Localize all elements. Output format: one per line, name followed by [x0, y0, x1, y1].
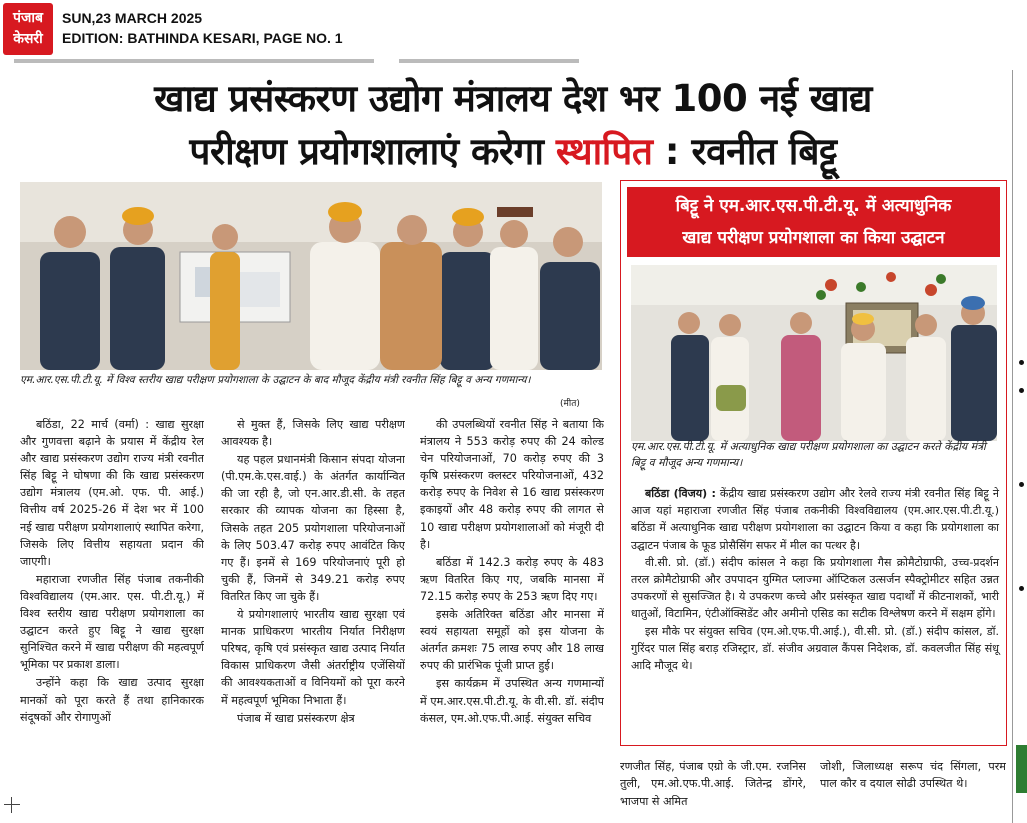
masthead [0, 0, 1027, 60]
paragraph: यह पहल प्रधानमंत्री किसान संपदा योजना (पी.एम.के.एस.वाई.) के अंतर्गत कार्यान्वित की जा रही है, जो एन.आर.डी.सी. के तहत सरकार की व्यापक योजना का हिस्सा है, जिसके तहत 205 प्रयोगशाला परियोजनाओं के लिए 503.47 करोड़ रुपए आवंटित किए गए हैं। इनमें से 169 परियोजनाएं पूरी हो चुकी हैं, जिनमें से 349.21 करोड़ रुपए वितरित किए जा चुके हैं। [221, 453, 405, 603]
lab-photo-illustration [631, 265, 997, 441]
adjacent-column-strip [1012, 70, 1027, 823]
headline-line1: खाद्य प्रसंस्करण उद्योग मंत्रालय देश भर 100 नई खाद्य [154, 77, 872, 120]
lab-inauguration-photo [631, 265, 997, 441]
inauguration-photo [20, 182, 602, 370]
side-paragraph-1-text: केंद्रीय खाद्य प्रसंस्करण उद्योग और रेलवे राज्य मंत्री रवनीत सिंह बिट्टू ने आज यहां महाराजा रणजीत सिंह पंजाब तकनीकी विश्वविद्यालय (एम.आर.एस.पी.टी.यू.) बठिंडा में अत्याधुनिक खाद्य परीक्षण प्रयोगशाला का उद्घाटन किया व कहा कि प्रयोगशाला का उद्घाटन पंजाब के फूड प्रोसैसिंग सफर में मील का पत्थर है। [631, 487, 999, 552]
paragraph: से मुक्त हैं, जिसके लिए खाद्य परीक्षण आवश्यक है। [221, 418, 405, 449]
newspaper-logo [3, 3, 53, 55]
story-column-2 [221, 416, 405, 816]
bullet-icon [1019, 482, 1024, 487]
side-dateline: बठिंडा (विजय) : [645, 487, 716, 500]
crop-mark-icon [4, 797, 20, 813]
bullet-icon [1019, 586, 1024, 591]
paragraph: की उपलब्धियों रवनीत सिंह ने बताया कि मंत्रालय ने 553 करोड़ रुपए की 24 कोल्ड चेन परियोजनाओं, 70 करोड़ रुपए की 3 कृषि प्रसंस्करण क्लस्टर परियोजनाओं, 432 करोड़ रुपए के निवेश से 16 खाद्य प्रसंस्करण इकाइयों और 48 करोड़ रुपए की लागत से 10 खाद्य परीक्षण प्रयोगशालाओं को मंजूरी दी है। [420, 418, 604, 551]
bullet-icon [1019, 388, 1024, 393]
side-story-box [620, 180, 1007, 746]
continuation-left: रणजीत सिंह, पंजाब एग्रो के जी.एम. रजनिस तुली, एम.ओ.एफ.पी.आई. जितेन्द्र डोंगरे, भाजपा से अमित [620, 760, 806, 808]
green-block [1016, 745, 1027, 793]
side-paragraph-1 [631, 485, 999, 554]
side-paragraph-2: वी.सी. प्रो. (डॉ.) संदीप कांसल ने कहा कि प्रयोगशाला गैस क्रोमैटोग्राफी, उच्च-प्रदर्शन तरल क्रोमैटोग्राफी और उपपादन युग्मित प्लाज्मा ऑप्टिकल उत्सर्जन स्पैक्ट्रोमीटर सहित उन्नत उपकरणों से सुसज्जित है। ये उपकरण कच्चे और प्रसंस्कृत खाद्य पदार्थों में कीटनाशकों, भारी धातुओं, विटामिन, एंटीऑक्सिडेंट और अमीनो एसिड का सटीक विश्लेषण करने में सक्षम होंगे। [631, 555, 999, 621]
edition-info [62, 8, 343, 48]
paragraph: बठिंडा, 22 मार्च (वर्मा) : खाद्य सुरक्षा और गुणवत्ता बढ़ाने के प्रयास में केंद्रीय रेल और खाद्य प्रसंस्करण उद्योग राज्य मंत्री रवनीत सिंह बिट्टू ने घोषणा की कि खाद्य प्रसंस्करण उद्योग मंत्रालय (एम.ओ. एफ. पी. आई.) वित्तीय वर्ष 2025-26 में देश भर में 100 नई खाद्य परीक्षण प्रयोगशालाएं स्थापित करेगा, जिसके लिए वित्तीय सहायता प्रदान की जाएगी। [20, 418, 204, 568]
side-photo-caption: एम.आर.एस.पी.टी.यू. में अत्याधुनिक खाद्य परीक्षण प्रयोगशाला का उद्घाटन करते केंद्रीय मंत्री बिट्टू व मौजूद अन्य गणमान्य। [631, 440, 986, 469]
paragraph: ये प्रयोगशालाएं भारतीय खाद्य सुरक्षा एवं मानक प्राधिकरण भारतीय निर्यात निरीक्षण परिषद, कृषि एवं प्रसंस्कृत खाद्य उत्पाद निर्यात विकास प्राधिकरण जैसी अंतर्राष्ट्रीय एजेंसियों की आवश्यकताओं व विनियमों को पूरा करने में महत्वपूर्ण भूमिका निभाता हैं। [221, 608, 405, 707]
main-headline [18, 72, 1008, 178]
side-title-line1: बिट्टू ने एम.आर.एस.पी.टी.यू. में अत्याधुनिक [675, 196, 952, 216]
story-column-3 [420, 416, 604, 816]
edition-date: SUN,23 MARCH 2025 [62, 10, 203, 26]
logo-line2: केसरी [13, 31, 43, 47]
inauguration-photo-illustration [20, 182, 602, 370]
logo-line1: पंजाब [13, 10, 43, 26]
paragraph: महाराजा रणजीत सिंह पंजाब तकनीकी विश्वविद्यालय (एम.आर. एस. पी.टी.यू.) में विश्व स्तरीय खाद्य परीक्षण प्रयोगशाला का उद्घाटन करते हुए बिट्टू ने खाद्य सुरक्षा सुनिश्चित करने में खाद्य परीक्षण की महत्वपूर्ण भूमिका पर प्रकाश डाला। [20, 572, 204, 672]
paragraph: इस कार्यक्रम में उपस्थित अन्य गणमान्यों में एम.आर.एस.पी.टी.यू. के वी.सी. डॉ. संदीप कंसल, एम.ओ.एफ.पी.आई. संयुक्त सचिव [420, 677, 604, 725]
story-column-1 [20, 416, 204, 816]
paragraph: पंजाब में खाद्य प्रसंस्करण क्षेत्र [237, 711, 355, 725]
clipped-previous-text [14, 56, 1024, 66]
photo-credit: (मीत) [560, 399, 580, 409]
continuation-right: जोशी, जिलाध्यक्ष सरूप चंद सिंगला, परम पाल कौर व दयाल सोढी उपस्थित थे। [820, 760, 1006, 791]
side-story-title [627, 187, 1000, 257]
headline-line2-start: परीक्षण प्रयोगशालाएं करेगा [189, 130, 556, 173]
headline-highlight: स्थापित [555, 130, 653, 173]
paragraph: बठिंडा में 142.3 करोड़ रुपए के 483 ऋण वितरित किए गए, जबकि मानसा में 72.15 करोड़ रुपए के 253 ऋण दिए गए। [420, 555, 604, 603]
bullet-icon [1019, 360, 1024, 365]
photo-caption: एम.आर.एस.पी.टी.यू. में विश्व स्तरीय खाद्य परीक्षण प्रयोगशाला के उद्घाटन के बाद मौजूद केंद्रीय मंत्री रवनीत सिंह बिट्टू व अन्य गणमान्य। [20, 374, 531, 386]
side-paragraph-3: इस मौके पर संयुक्त सचिव (एम.ओ.एफ.पी.आई.), वी.सी. प्रो. (डॉ.) संदीप कांसल, डॉ. गुरिंदर पाल सिंह बराड़ रजिस्ट्रार, डॉ. संजीव अग्रवाल कैंपस निदेशक, डॉ. कवलजीत सिंह संधू आदि मौजूद थे। [631, 624, 999, 673]
paragraph: उन्होंने कहा कि खाद्य उत्पाद सुरक्षा मानकों को पूरा करते हैं तथा हानिकारक संदूषकों और रोगाणुओं [20, 676, 204, 724]
edition-name: EDITION: BATHINDA KESARI, PAGE NO. 1 [62, 30, 343, 46]
headline-line2-end: : रवनीत बिट्टू [652, 130, 837, 173]
side-title-line2: खाद्य परीक्षण प्रयोगशाला का किया उद्घाटन [682, 228, 945, 248]
side-story-body [631, 485, 999, 674]
paragraph: इसके अतिरिक्त बठिंडा और मानसा में स्वयं सहायता समूहों को इस योजना के अंतर्गत क्रमशः 75 लाख रुपए और 18 लाख रुपए की प्रारंभिक पूंजी प्राप्त हुई। [420, 608, 604, 673]
